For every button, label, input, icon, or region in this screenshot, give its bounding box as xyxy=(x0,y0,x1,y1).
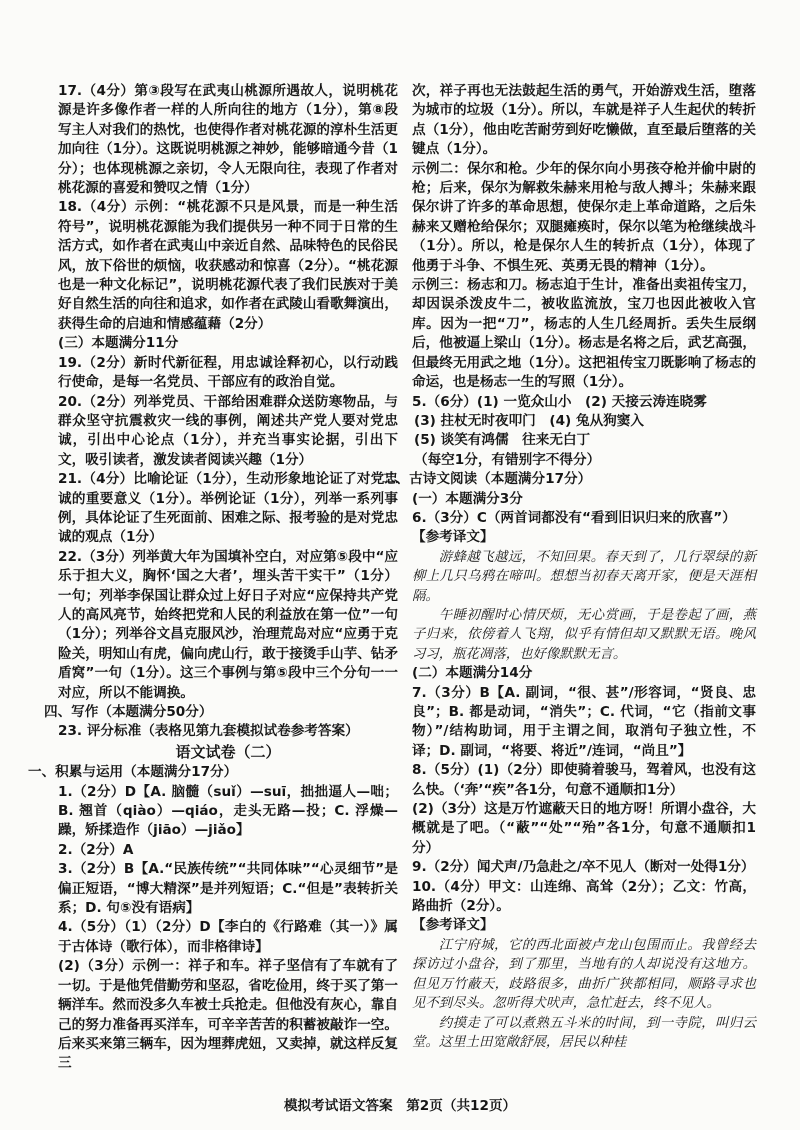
right-paragraph: (2)（3分）这是万竹遮蔽天日的地方呀！所谓小盘谷，大概就是了吧。（“蔽”“处”“殆”各1分，句意不通顺扣1分） xyxy=(412,801,756,856)
left-paragraph: 18.（4分）示例：“桃花源不只是风景，而是一种生活符号”，说明桃花源能为我们提供另一种不同于日常的生活方式，如作者在武夷山中亲近自然、品味特色的民俗民风，放下俗世的烦恼，收获感动和惊喜（2分）。“桃花源也是一种文化标记”，说明桃花源代表了我们民族对于美好自然生活的向往和追求，如作者在武陵山看歌舞演出，获得生命的启迪和情感蕴藉（2分） xyxy=(58,199,398,332)
left-paragraph: 20.（2分）列举党员、干部给困难群众送防寒物品，与群众坚守抗震救灾一线的事例，阐述共产党人要对党忠诚，引出中心论点（1分），并充当事实论据，引出下文，吸引读者，激发读者阅读兴趣（1分） xyxy=(58,393,398,468)
right-paragraph: 江宁府城，它的西北面被卢龙山包围而止。我曾经去探访过小盘谷，到了那里，当地有的人却说没有这地方。但见万竹蔽天，歧路很多，曲折广狭都相同，顺路寻求也见不到尽头。忽听得犬吠声，急忙赶去，终不见人。 xyxy=(412,937,756,1012)
left-paragraph: 语文试卷（二） xyxy=(175,742,281,761)
right-paragraph: 9.（2分）闻犬声/乃急赴之/卒不见人（断对一处得1分） xyxy=(412,859,755,876)
left-paragraph: 四、写作（本题满分50分） xyxy=(44,704,213,720)
right-paragraph: 约摸走了可以煮熟五斗米的时间，到一寺院，叫归云堂。这里土田宽敞舒展，居民以种桂 xyxy=(412,1015,756,1050)
right-paragraph: (3) 拄杖无时夜叩门 (4) 兔从狗窦入 xyxy=(414,412,644,429)
right-paragraph: 【参考译文】 xyxy=(412,917,494,934)
left-paragraph: 4.（5分）（1）（2分）D【李白的《行路难（其一）》属于古体诗（歌行体），而非格律诗】 xyxy=(58,919,398,955)
right-paragraph: 8.（5分）(1)（2分）即使骑着骏马，驾着风，也没有这么快。（‘奔’“疾”各1分，句意不通顺扣1分） xyxy=(412,762,756,798)
left-paragraph: 19.（2分）新时代新征程，用忠诚诠释初心，以行动践行使命，是每一名党员、干部应有的政治自觉。 xyxy=(58,354,398,391)
left-paragraph: 21.（4分）比喻论证（1分），生动形象地论证了对党忠诚的重要意义（1分）。举例论证（1分），列举一系列事例，具体论证了生死面前、困难之际、报考验的是对党忠诚的观点（1分） xyxy=(58,471,398,546)
left-paragraph: 1.（2分）D【A. 脑髓（suǐ）—suī，拙拙逼人—咄；B. 翘首（qiào）—qiáo，走头无路—投；C. 浮燥—躁，矫揉造作（jiāo）—jiǎo】 xyxy=(58,783,398,839)
left-paragraph: 3.（2分）B【A.“民族传统”“共同体味”“心灵细节”是偏正短语，“博大精深”是并列短语；C.“但是”表转折关系；D. 句⑤没有语病】 xyxy=(58,861,398,917)
right-paragraph: 7.（3分）B【A. 副词，“很、甚”/形容词，“贤良、忠良”；B. 都是动词，“消失”；C. 代词，“它（指前文事物）”/结构助词，用于主谓之间，取消句子独立性，不译；D. 副词，“将要、将近”/连词，“尚且”】 xyxy=(412,684,756,759)
left-paragraph: 一、积累与运用（本题满分17分） xyxy=(28,764,238,781)
right-paragraph: (二）本题满分14分 xyxy=(412,665,533,682)
right-paragraph: 6.（3分）C（两首词都没有“看到旧识归来的欣喜”） xyxy=(412,509,736,526)
left-paragraph: (三）本题满分11分 xyxy=(58,335,179,352)
left-paragraph: (2)（3分）示例一：祥子和车。祥子坚信有了车就有了一切。于是他凭借勤劳和坚忍，省吃俭用，终于买了第一辆洋车。然而没多久车被士兵抢走。但他没有灰心，靠自己的努力准备再买洋车，可辛辛苦苦的积蓄被敲诈一空。后来买来第三辆车，因为埋葬虎妞，又卖掉，就这样反复三 xyxy=(58,958,398,1072)
right-paragraph: 【参考译文】 xyxy=(412,529,494,546)
right-paragraph: 次，祥子再也无法鼓起生活的勇气，开始游戏生活，堕落为城市的垃圾（1分）。所以，车就是祥子人生起伏的转折点（1分），他由吃苦耐劳到好吃懒做，直至最后堕落的关键点（1分）。 xyxy=(412,83,756,158)
right-paragraph: 示例三：杨志和刀。杨志迫于生计，准备出卖祖传宝刀，却因误杀泼皮牛二，被收监流放，宝刀也因此被收入官库。因为一把“刀”，杨志的人生几经周折。丢失生辰纲后，他被逼上梁山（1分）。杨志是名将之后，武艺高强，但最终无用武之地（1分）。这把祖传宝刀既影响了杨志的命运，也是杨志一生的写照（1分）。 xyxy=(412,277,756,391)
right-column xyxy=(382,82,756,1052)
right-paragraph: (一）本题满分3分 xyxy=(412,490,523,507)
left-paragraph: 23. 评分标准（表格见第九套模拟试卷参考答案） xyxy=(58,723,359,740)
left-paragraph: 2.（2分）A xyxy=(58,841,134,858)
right-paragraph: 午睡初醒时心情厌烦，无心赏画，于是卷起了画，燕子归来，依傍着人飞翔，似乎有情但却又默默无语。晚风习习，瓶花凋落，也好像默默无言。 xyxy=(412,607,756,662)
page-footer: 模拟考试语文答案 第2页（共12页） xyxy=(283,1098,517,1114)
right-paragraph: (5) 谈笑有鸿儒 往来无白丁 xyxy=(414,432,591,449)
left-paragraph: 22.（3分）列举黄大年为国填补空白，对应第⑤段中“应乐于担大义，胸怀‘国之大者’，埋头苦干实干”（1分）一句；列举李保国让群众过上好日子对应“应保持共产党人的高风亮节，始终把党和人民的利益放在第一位”一句（1分）；列举谷文昌克服风沙，治理荒岛对应“应勇于克险关，明知山有虎，偏向虎山行，敢于接烫手山芋、钻矛盾窝”一句（1分）。这三个事例与第⑤段中三个分句一一对应，所以不能调换。 xyxy=(58,548,398,701)
right-paragraph: 示例二：保尔和枪。少年的保尔向小男孩夺枪并偷中尉的枪；后来，保尔为解救朱赫来用枪与敌人搏斗；朱赫来跟保尔讲了许多的革命思想，使保尔走上革命道路，之后朱赫来又赠枪给保尔；双腿瘫痪时，保尔以笔为枪继续战斗（1分）。所以，枪是保尔人生的转折点（1分），体现了他勇于斗争、不惧生死、英勇无畏的精神（1分）。 xyxy=(412,160,756,274)
right-paragraph: （每空1分，有错别字不得分） xyxy=(414,451,601,468)
left-paragraph: 17.（4分）第③段写在武夷山桃源所遇故人，说明桃花源是许多像作者一样的人所向往的地方（1分），第⑧段写主人对我们的热忱，也使得作者对桃花源的淳朴生活更加向往（1分）。这既说明桃源之神妙，能够暗通今昔（1分）；也体现桃源之亲切，令人无限向往，表现了作者对桃花源的喜爱和赞叹之情（1分） xyxy=(58,83,398,197)
right-paragraph: 5.（6分）(1) 一览众山小 (2) 天接云涛连晓雾 xyxy=(412,393,707,410)
right-paragraph: 10.（4分）甲文：山连绵、高耸（2分）；乙文：竹高，路曲折（2分）。 xyxy=(412,878,756,915)
right-paragraph: 游蜂越飞越远，不知回果。春天到了，几行翠绿的新柳上几只乌鸦在啼叫。想想当初春天离开家，便是天涯相隔。 xyxy=(412,549,756,604)
right-paragraph: 二、古诗文阅读（本题满分17分） xyxy=(382,471,592,488)
left-column xyxy=(28,82,398,1074)
